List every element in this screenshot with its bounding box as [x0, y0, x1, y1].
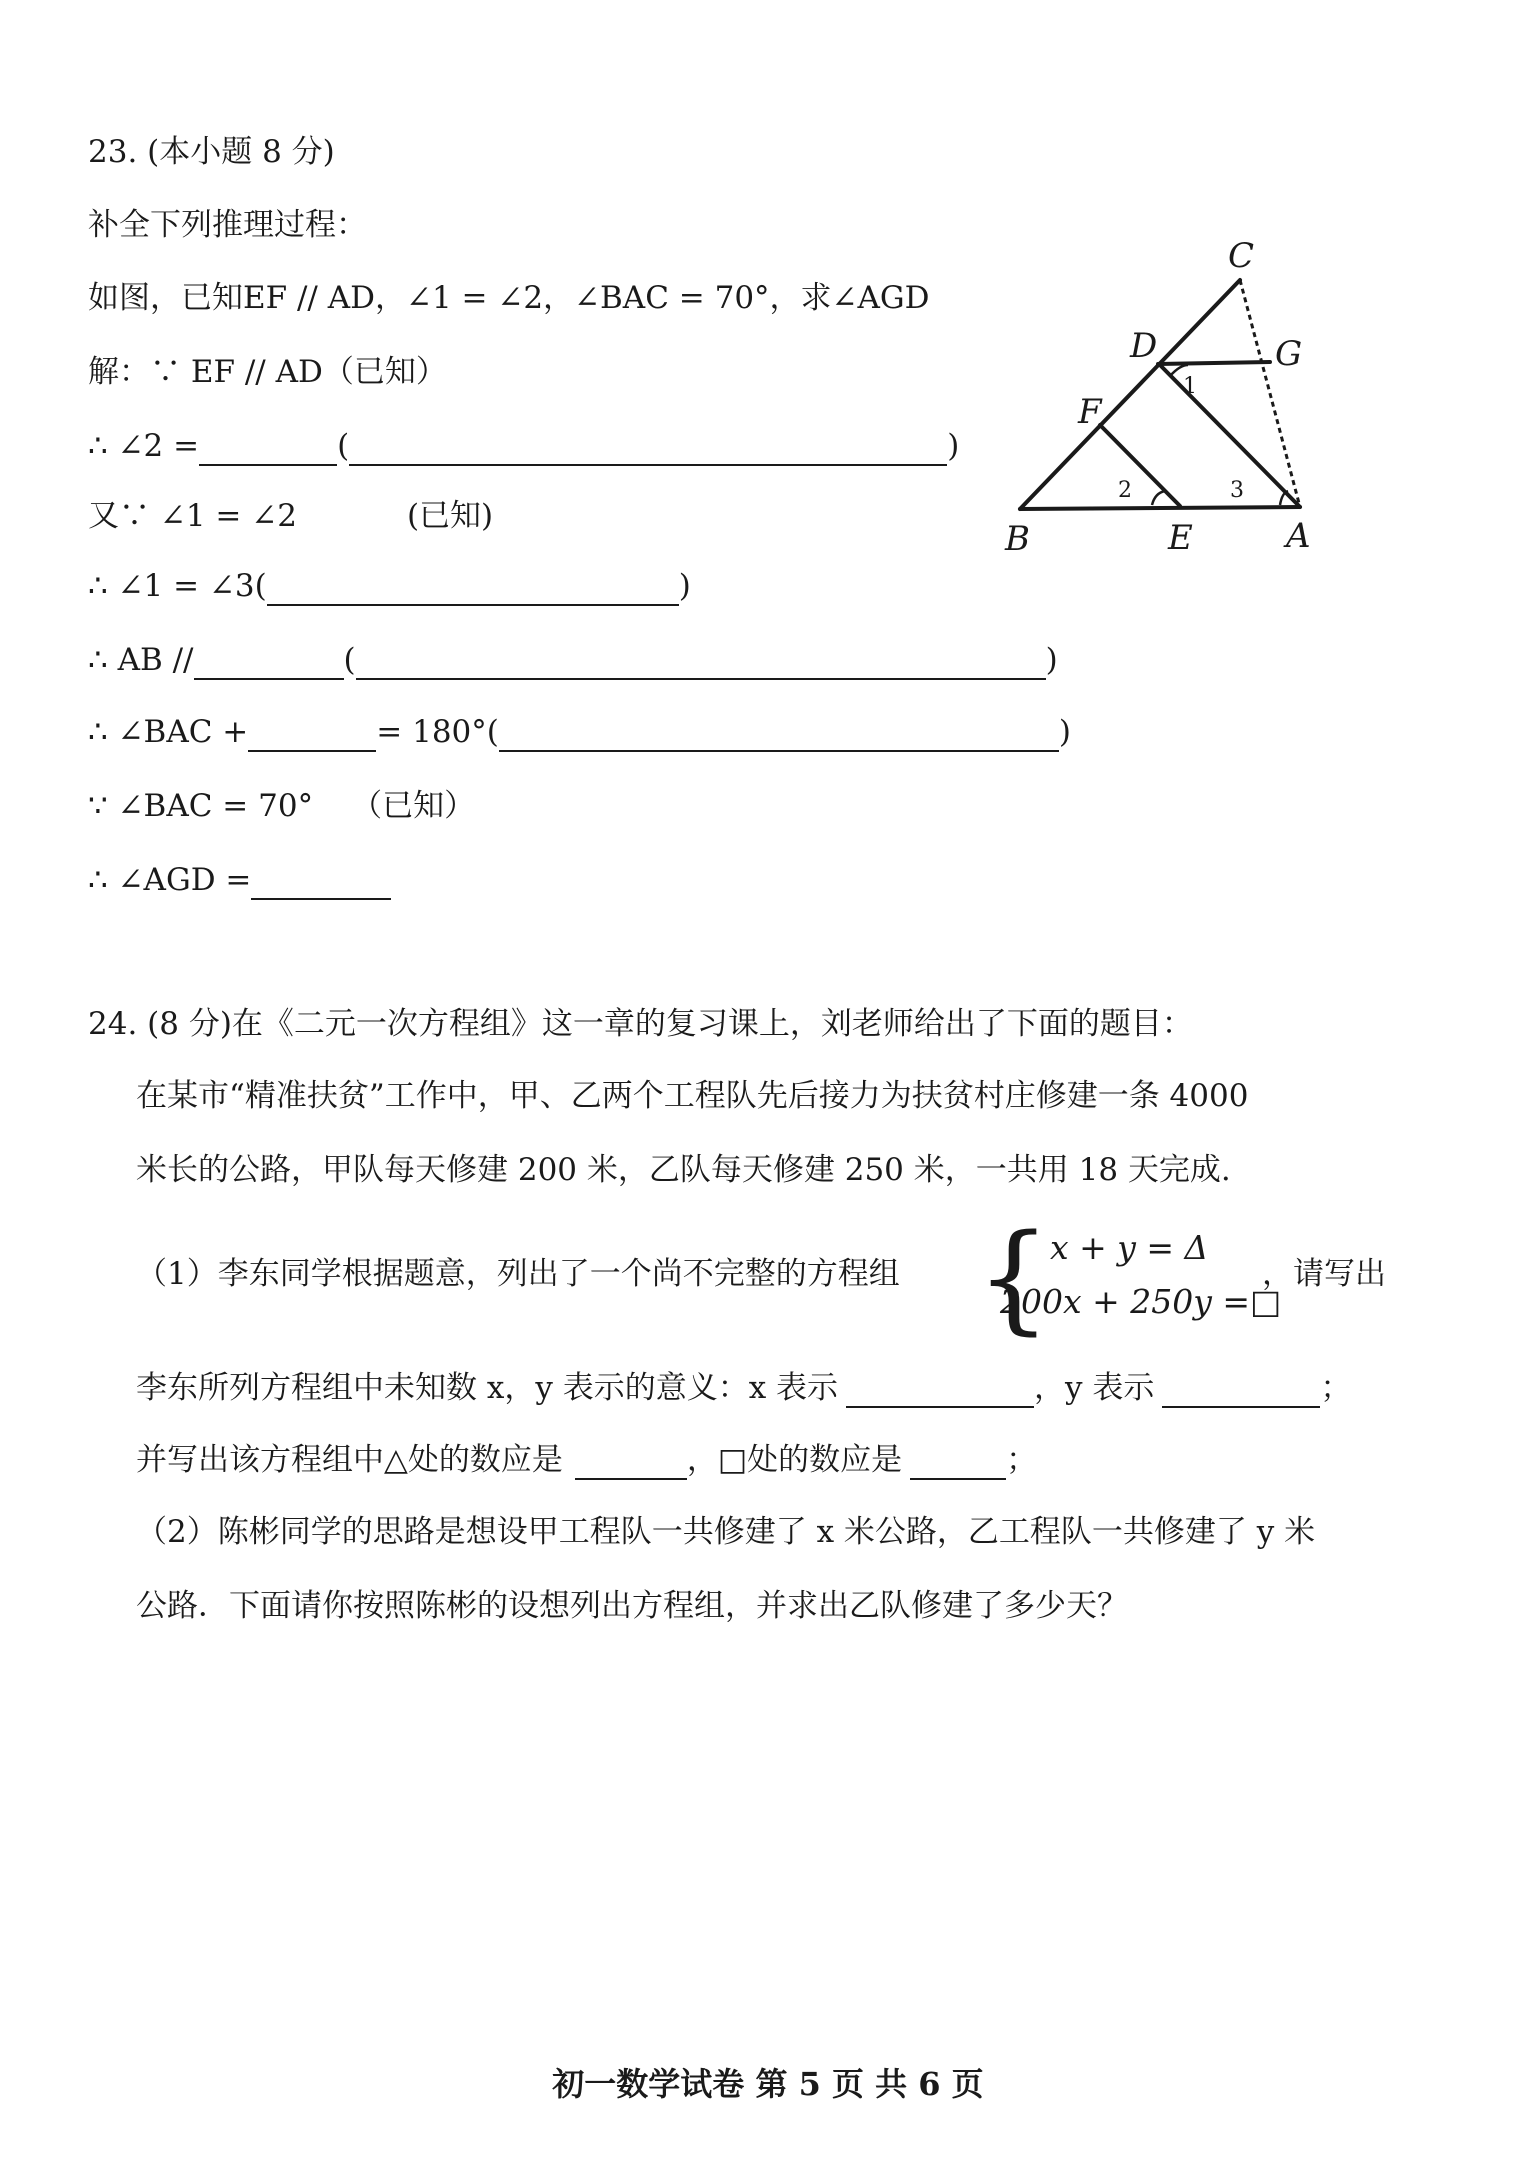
equation-brace: {	[976, 1208, 1052, 1346]
step1-paren-close: )	[947, 428, 960, 464]
line-fe	[1100, 425, 1180, 506]
q24-para1: 在某市“精准扶贫”工作中，甲、乙两个工程队先后接力为扶贫村庄修建一条 4000	[136, 1078, 1249, 1114]
blank-square-value[interactable]	[910, 1450, 1006, 1480]
step7-prefix: ∴ ∠AGD =	[88, 862, 252, 898]
step5-mid: = 180°(	[376, 714, 499, 750]
q23-solve-line: 解：∵ EF // AD（已知）	[88, 354, 447, 390]
q23-step1	[88, 426, 959, 466]
q23-step2	[88, 496, 493, 536]
label-a: A	[1286, 516, 1311, 556]
geometry-figure	[990, 235, 1330, 565]
label-angle-3: 3	[1230, 478, 1244, 503]
q24-para2: 米长的公路，甲队每天修建 200 米，乙队每天修建 250 米，一共用 18 天完成.	[136, 1152, 1231, 1188]
equation-1: x + y = Δ	[1050, 1228, 1209, 1267]
label-c: C	[1228, 236, 1255, 276]
q24-heading: 24. (8 分)在《二元一次方程组》这一章的复习课上，刘老师给出了下面的题目：	[88, 1006, 1193, 1042]
label-angle-2: 2	[1118, 478, 1132, 503]
step1-blank-reason[interactable]	[349, 436, 947, 466]
label-d: D	[1130, 326, 1158, 366]
q23-step4	[88, 640, 1058, 680]
equation-2: 200x + 250y =□	[1000, 1282, 1282, 1321]
q23-given: 如图，已知EF // AD，∠1 = ∠2，∠BAC = 70°，求∠AGD	[88, 280, 930, 316]
step4-close: )	[1045, 642, 1058, 678]
step3-prefix: ∴ ∠1 = ∠3(	[88, 568, 267, 604]
step5-prefix: ∴ ∠BAC +	[88, 714, 249, 750]
line-bc	[1020, 280, 1240, 509]
label-e: E	[1168, 518, 1193, 558]
step6-text: ∵ ∠BAC = 70°	[88, 788, 314, 824]
q24-part2-line1: （2）陈彬同学的思路是想设甲工程队一共修建了 x 米公路，乙工程队一共修建了 y 米	[136, 1514, 1316, 1550]
label-b: B	[1005, 519, 1030, 559]
step5-close: )	[1058, 714, 1071, 750]
step2-text: 又∵ ∠1 = ∠2	[88, 498, 297, 534]
page-footer: 初一数学试卷 第 5 页 共 6 页	[552, 2065, 984, 2103]
step4-blank-line[interactable]	[194, 650, 344, 680]
q24-part1-text: （1）李东同学根据题意，列出了一个尚不完整的方程组	[136, 1256, 900, 1292]
step6-reason: （已知）	[351, 788, 476, 824]
q24-part1-after: ，请写出	[1262, 1256, 1386, 1292]
step3-blank-reason[interactable]	[267, 576, 679, 606]
step4-prefix: ∴ AB //	[88, 642, 194, 678]
step4-blank-reason[interactable]	[356, 650, 1046, 680]
line-ba	[1020, 507, 1300, 509]
q24-meaning-line	[136, 1368, 1351, 1408]
fill-text-b: ，□处的数应是	[686, 1442, 903, 1478]
blank-triangle-value[interactable]	[575, 1450, 687, 1480]
q24-part2-line2: 公路．下面请你按照陈彬的设想列出方程组，并求出乙队修建了多少天？	[136, 1588, 1128, 1624]
q23-heading: 23. (本小题 8 分)	[88, 134, 335, 170]
fill-text-a: 并写出该方程组中△处的数应是	[136, 1442, 563, 1478]
step5-blank-angle[interactable]	[248, 722, 376, 752]
step1-blank-angle[interactable]	[199, 436, 337, 466]
label-g: G	[1275, 334, 1303, 374]
step4-paren-open: (	[343, 642, 356, 678]
q23-intro: 补全下列推理过程：	[88, 207, 367, 243]
step1-prefix: ∴ ∠2 =	[88, 428, 200, 464]
line-dg	[1158, 362, 1270, 364]
q23-step6	[88, 786, 475, 826]
meaning-text-b: ，y 表示	[1034, 1370, 1155, 1406]
blank-x-meaning[interactable]	[846, 1378, 1034, 1408]
q23-step3	[88, 566, 691, 606]
line-ca	[1240, 280, 1303, 507]
step5-blank-reason[interactable]	[499, 722, 1059, 752]
q24-fill-line	[136, 1440, 1037, 1480]
angle-2-arc	[1152, 491, 1165, 505]
q23-step7	[88, 860, 391, 900]
step7-blank-answer[interactable]	[251, 870, 391, 900]
meaning-end: ；	[1320, 1370, 1352, 1406]
q23-step5	[88, 712, 1071, 752]
step3-close: )	[678, 568, 691, 604]
meaning-text-a: 李东所列方程组中未知数 x，y 表示的意义：x 表示	[136, 1370, 839, 1406]
fill-end: ；	[1006, 1442, 1038, 1478]
label-angle-1: 1	[1183, 374, 1197, 399]
blank-y-meaning[interactable]	[1162, 1378, 1320, 1408]
label-f: F	[1078, 392, 1102, 432]
step2-reason: (已知)	[406, 498, 494, 534]
step1-paren-open: (	[337, 428, 350, 464]
